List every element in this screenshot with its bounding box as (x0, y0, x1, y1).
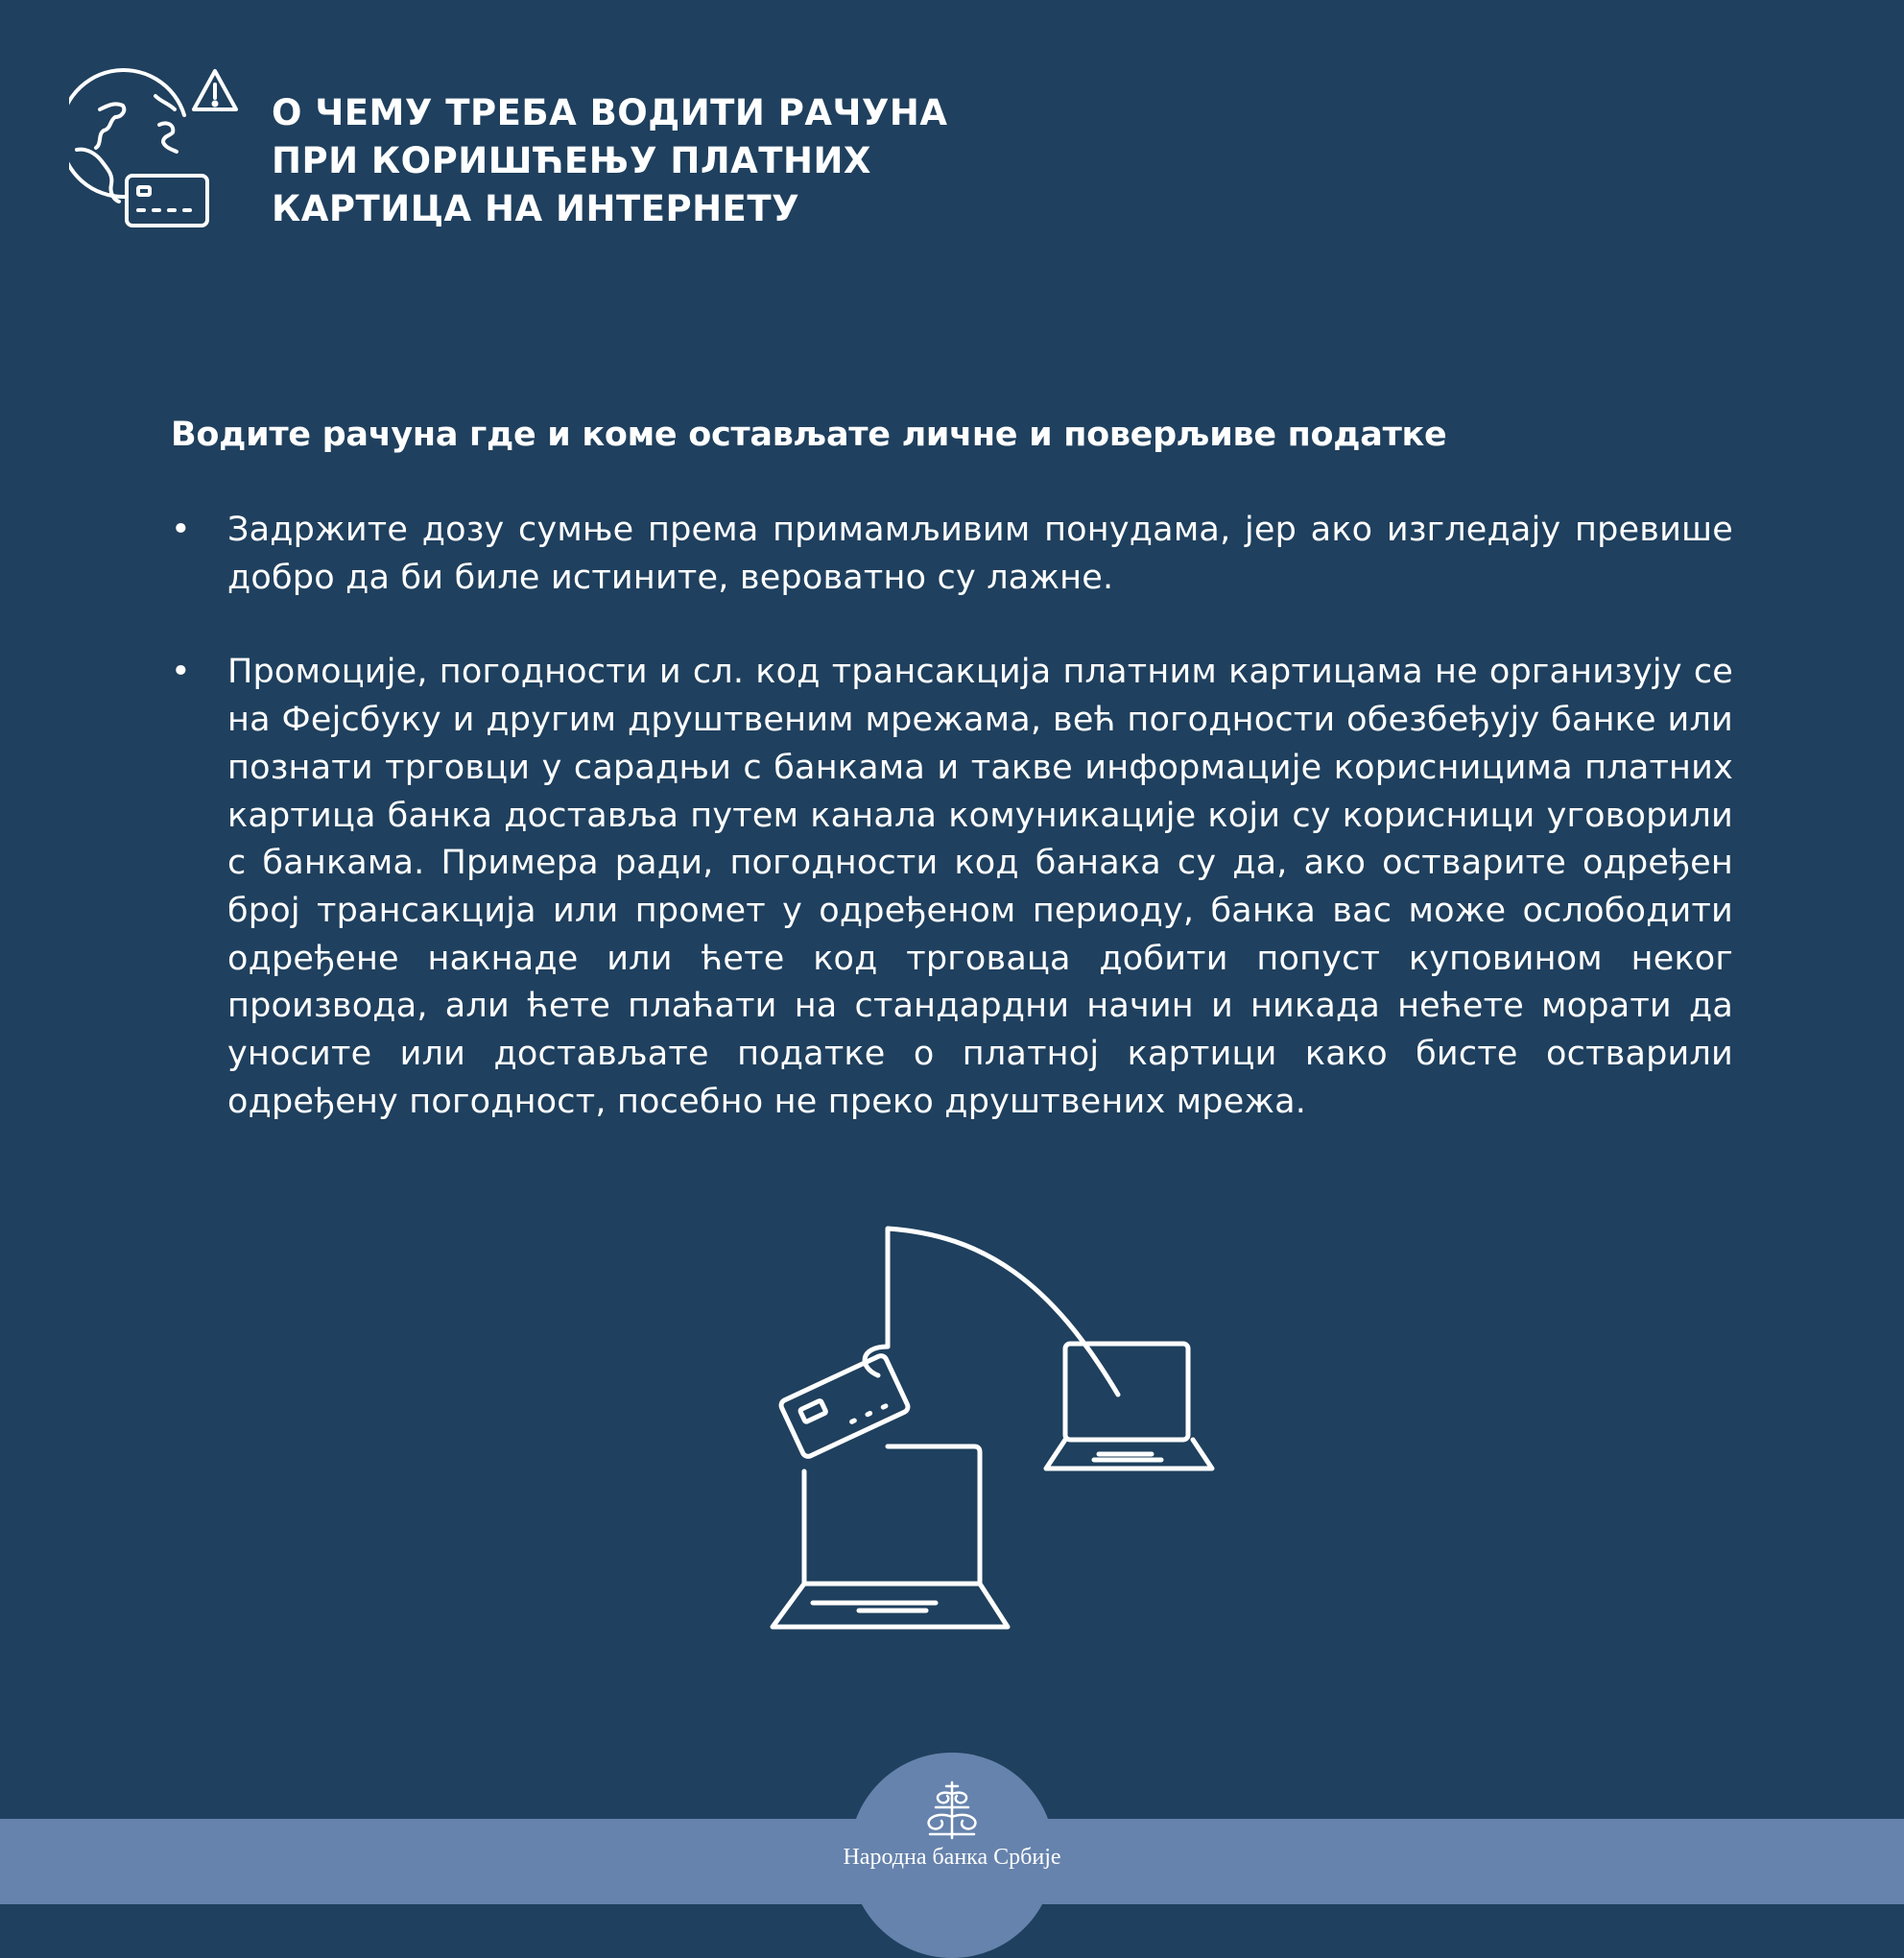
nbs-crest-icon (916, 1780, 988, 1840)
phishing-laptops-card-icon (763, 1224, 1224, 1636)
section-heading: Водите рачуна где и коме остављате личне и поверљиве податке (171, 416, 1447, 454)
list-item (171, 649, 1733, 1126)
footer-bank-name: Народна банка Србије (843, 1845, 1061, 1870)
list-item-text: Промоције, погодности и сл. код трансакција платним картицама не организују се на Фејсбуку и другим друштвеним мрежама, већ погодности обезбеђују банке или познати трговци у сарадњи с банкама и такве информације корисницима платних картица банка доставља путем канала комуникације који су корисници уговорили с банкама. Примера ради, погодности код банака су да, ако остварите одређен број трансакција или промет у одређеном периоду, банка вас може ослободити одређене накнаде или ћете код трговаца добити попуст куповином неког производа, али ћете плаћати на стандардни начин и никада нећете морати да уносите или достављате податке о платној картици како бисте остварили одређену погодност, посебно не преко друштвених мрежа. (227, 653, 1733, 1121)
page-title (272, 89, 948, 233)
globe-card-warning-icon (69, 67, 242, 230)
title-line: КАРТИЦА НА ИНТЕРНЕТУ (272, 188, 800, 229)
bullet-list (171, 507, 1733, 1126)
title-line: О ЧЕМУ ТРЕБА ВОДИТИ РАЧУНА (272, 92, 948, 133)
list-item (171, 507, 1733, 602)
title-line: ПРИ КОРИШЋЕЊУ ПЛАТНИХ (272, 140, 871, 181)
bullet-dot: • (171, 511, 191, 549)
bullet-dot: • (171, 653, 191, 692)
list-item-text: Задржите дозу сумње према примамљивим понудама, јер ако изгледају превише добро да би биле истините, вероватно су лажне. (227, 511, 1733, 597)
